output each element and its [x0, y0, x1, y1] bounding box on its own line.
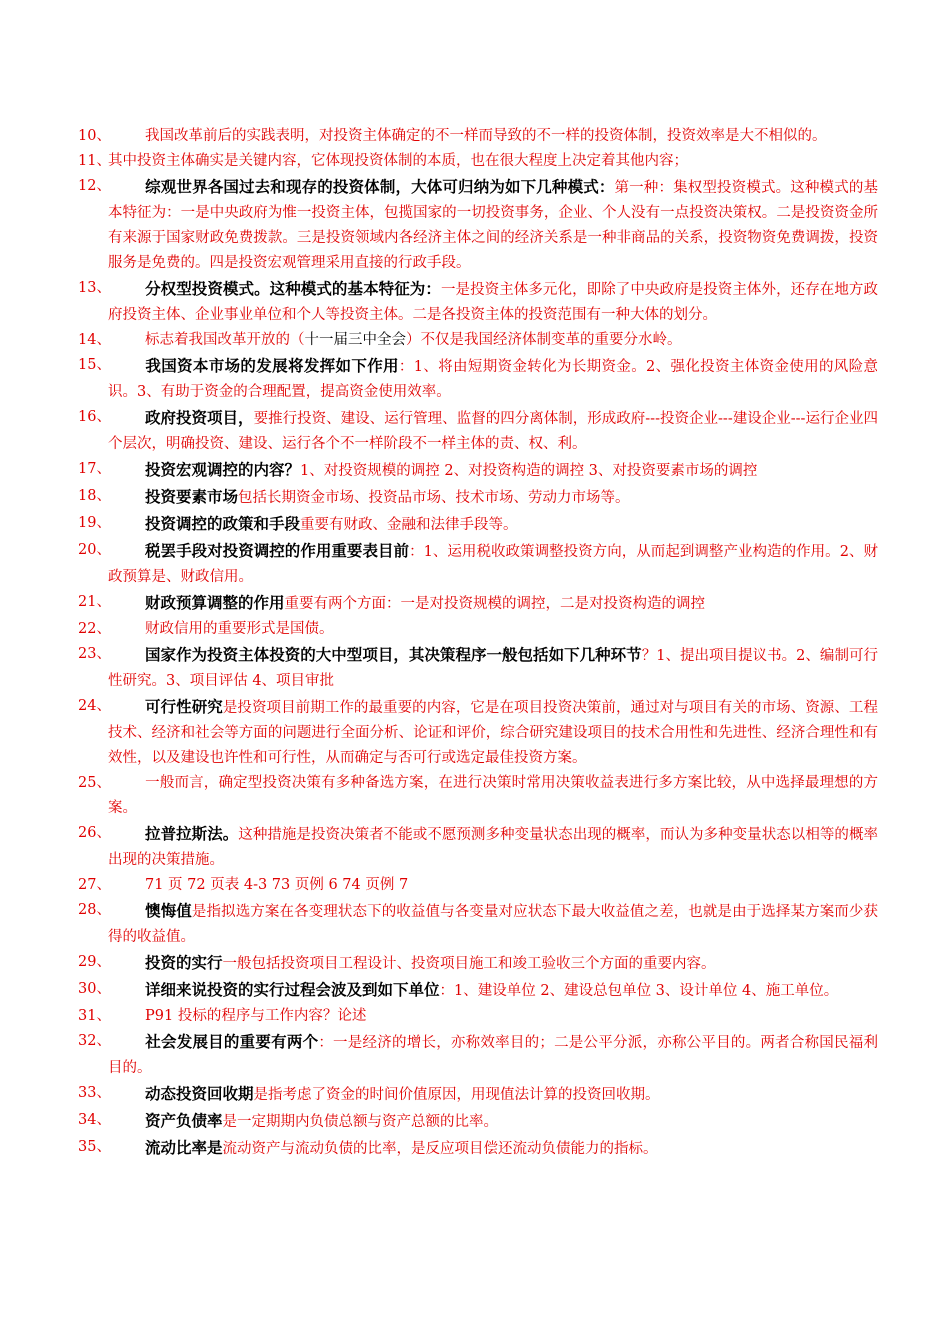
item-content: ：1、运用税收政策调整投资方向，从而起到调整产业构造的作用。2、财政预算是、财政信用。 [108, 544, 878, 585]
item-heading: 综观世界各国过去和现存的投资体制，大体可归纳为如下几种模式： [145, 177, 615, 196]
item-heading: 国家作为投资主体投资的大中型项目，其决策程序一般包括如下几种环节 [145, 645, 642, 664]
item-heading: 投资要素市场 [145, 487, 239, 506]
item-text [108, 484, 878, 511]
item-number: 12、 [78, 178, 111, 194]
list-item [78, 1135, 878, 1162]
item-number: 31、 [78, 1008, 111, 1024]
item-number: 27、 [78, 877, 111, 893]
item-text [108, 149, 878, 174]
item-content: 一是投资主体多元化，即除了中央政府是投资主体外，还存在地方政府投资主体、企业事业单位和个人等投资主体。二是各投资主体的投资范围有一种大体的划分。 [108, 282, 878, 323]
item-heading: 财政预算调整的作用 [145, 593, 285, 612]
item-text [108, 617, 878, 642]
list-item [78, 511, 878, 538]
item-content: ：1、建设单位 2、建设总包单位 3、设计单位 4、施工单位。 [439, 983, 839, 999]
item-number: 33、 [78, 1085, 111, 1101]
item-heading: 政府投资项目， [145, 408, 254, 427]
item-heading: 拉普拉斯法。 [145, 824, 239, 843]
item-number: 30、 [78, 981, 111, 997]
list-item [78, 1029, 878, 1081]
item-content: ）不仅是我国经济体制变革的重要分水岭。 [406, 332, 682, 348]
item-content: P91 投标的程序与工作内容？论述 [145, 1008, 367, 1024]
item-number: 26、 [78, 825, 111, 841]
item-heading: 动态投资回收期 [145, 1084, 254, 1103]
list-item [78, 328, 878, 353]
item-number: 29、 [78, 954, 111, 970]
list-item [78, 353, 878, 405]
list-item [78, 977, 878, 1004]
item-number: 21、 [78, 594, 111, 610]
item-number: 17、 [78, 461, 111, 477]
item-text [108, 694, 878, 771]
item-number: 14、 [78, 332, 111, 348]
numbered-list [78, 124, 878, 1162]
item-number: 28、 [78, 902, 111, 918]
item-number: 22、 [78, 621, 111, 637]
item-text [108, 276, 878, 328]
item-content: ：一是经济的增长，亦称效率目的；二是公平分派，亦称公平目的。两者合称国民福利目的。 [108, 1035, 878, 1076]
item-content: 1、对投资规模的调控 2、对投资构造的调控 3、对投资要素市场的调控 [300, 463, 758, 479]
item-text [108, 124, 878, 149]
item-heading: 投资宏观调控的内容？ [145, 460, 301, 479]
item-text [108, 898, 878, 950]
item-text [108, 1004, 878, 1029]
list-item [78, 821, 878, 873]
list-item [78, 1081, 878, 1108]
item-heading: 可行性研究 [145, 697, 223, 716]
item-text [108, 771, 878, 821]
item-number: 34、 [78, 1112, 111, 1128]
item-heading: 投资的实行 [145, 953, 223, 972]
item-content: 财政信用的重要形式是国债。 [145, 621, 334, 637]
item-content: 标志着我国改革开放的（ [145, 332, 305, 348]
item-text [108, 1108, 878, 1135]
item-content: ？1、提出项目提议书。2、编制可行性研究。3、项目评估 4、项目审批 [108, 648, 878, 689]
list-item [78, 538, 878, 590]
item-number: 10、 [78, 128, 111, 144]
item-content: 重要有财政、金融和法律手段等。 [300, 517, 518, 533]
item-text [108, 457, 878, 484]
list-item [78, 484, 878, 511]
item-number: 35、 [78, 1139, 111, 1155]
item-content: 一般而言，确定型投资决策有多种备选方案，在进行决策时常用决策收益表进行多方案比较，从中选择最理想的方案。 [108, 775, 878, 816]
list-item [78, 617, 878, 642]
item-number: 23、 [78, 646, 111, 662]
item-number: 11、 [78, 153, 111, 169]
item-text [108, 1135, 878, 1162]
item-heading: 投资调控的政策和手段 [145, 514, 301, 533]
item-number: 32、 [78, 1033, 111, 1049]
item-content: 是一定期期内负债总额与资产总额的比率。 [222, 1114, 499, 1130]
list-item [78, 590, 878, 617]
item-content: 十一届三中全会 [304, 332, 406, 348]
item-text [108, 174, 878, 276]
list-item [78, 873, 878, 898]
list-item [78, 174, 878, 276]
item-text [108, 590, 878, 617]
list-item [78, 276, 878, 328]
item-text [108, 405, 878, 457]
list-item [78, 898, 878, 950]
list-item [78, 642, 878, 694]
item-text [108, 977, 878, 1004]
item-text [108, 353, 878, 405]
list-item [78, 149, 878, 174]
item-heading: 详细来说投资的实行过程会波及到如下单位 [145, 980, 440, 999]
list-item [78, 124, 878, 149]
item-number: 24、 [78, 698, 111, 714]
list-item [78, 694, 878, 771]
item-content: 71 页 72 页表 4-3 73 页例 6 74 页例 7 [145, 877, 409, 893]
item-content: 第一种：集权型投资模式。这种模式的基本特征为：一是中央政府为惟一投资主体，包揽国家的一切投资事务，企业、个人没有一点投资决策权。二是投资资金所有来源于国家财政免费拨款。三是投资领域内各经济主体之间的经济关系是一种非商品的关系，投资物资免费调拨，投资服务是免费的。四是投资宏观管理采用直接的行政手段。 [108, 180, 878, 271]
list-item [78, 771, 878, 821]
item-content: 一般包括投资项目工程设计、投资项目施工和竣工验收三个方面的重要内容。 [222, 956, 716, 972]
item-number: 16、 [78, 409, 111, 425]
list-item [78, 1108, 878, 1135]
item-text [108, 821, 878, 873]
item-number: 25、 [78, 775, 111, 791]
item-number: 15、 [78, 357, 111, 373]
list-item [78, 457, 878, 484]
item-text [108, 1081, 878, 1108]
item-heading: 税罢手段对投资调控的作用重要表目前 [145, 541, 410, 560]
item-number: 20、 [78, 542, 111, 558]
list-item [78, 950, 878, 977]
item-content: 包括长期资金市场、投资品市场、技术市场、劳动力市场等。 [238, 490, 630, 506]
item-text [108, 328, 878, 353]
item-content: 是指拟选方案在各变理状态下的收益值与各变量对应状态下最大收益值之差，也就是由于选择某方案而少获得的收益值。 [108, 904, 878, 945]
item-text [108, 1029, 878, 1081]
item-content: 流动资产与流动负债的比率，是反应项目偿还流动负债能力的指标。 [222, 1141, 658, 1157]
item-text [108, 511, 878, 538]
item-number: 19、 [78, 515, 111, 531]
item-heading: 懊悔值 [145, 901, 192, 920]
item-text [108, 538, 878, 590]
item-heading: 我国资本市场的发展将发挥如下作用 [145, 356, 399, 375]
list-item [78, 1004, 878, 1029]
item-heading: 社会发展目的重要有两个 [145, 1032, 319, 1051]
list-item [78, 405, 878, 457]
item-number: 18、 [78, 488, 111, 504]
item-heading: 分权型投资模式。这种模式的基本特征为： [145, 279, 441, 298]
item-content: 其中投资主体确实是关键内容，它体现投资体制的本质，也在很大程度上决定着其他内容； [108, 153, 688, 169]
item-content: 这种措施是投资决策者不能或不愿预测多种变量状态出现的概率，而认为多种变量状态以相等的概率出现的决策措施。 [108, 827, 878, 868]
item-content: 是指考虑了资金的时间价值原因，用现值法计算的投资回收期。 [253, 1087, 660, 1103]
item-text [108, 950, 878, 977]
item-content: 是投资项目前期工作的最重要的内容，它是在项目投资决策前，通过对与项目有关的市场、资源、工程技术、经济和社会等方面的问题进行全面分析、论证和评价，综合研究建设项目的技术合用性和先进性、经济合理性和有效性，以及建设也许性和可行性，从而确定与否可行或选定最佳投资方案。 [108, 700, 878, 766]
item-content: 重要有两个方面：一是对投资规模的调控，二是对投资构造的调控 [284, 596, 706, 612]
item-content: 要推行投资、建设、运行管理、监督的四分离体制，形成政府---投资企业---建设企业---运行企业四个层次，明确投资、建设、运行各个不一样阶段不一样主体的责、权、利。 [108, 411, 878, 452]
item-heading: 流动比率是 [145, 1138, 223, 1157]
item-number: 13、 [78, 280, 111, 296]
item-text [108, 642, 878, 694]
item-content: ：1、将由短期资金转化为长期资金。2、强化投资主体资金使用的风险意识。3、有助于资金的合理配置，提高资金使用效率。 [108, 359, 878, 400]
item-content: 我国改革前后的实践表明，对投资主体确定的不一样而导致的不一样的投资体制，投资效率是大不相似的。 [145, 128, 827, 144]
item-text [108, 873, 878, 898]
item-heading: 资产负债率 [145, 1111, 223, 1130]
